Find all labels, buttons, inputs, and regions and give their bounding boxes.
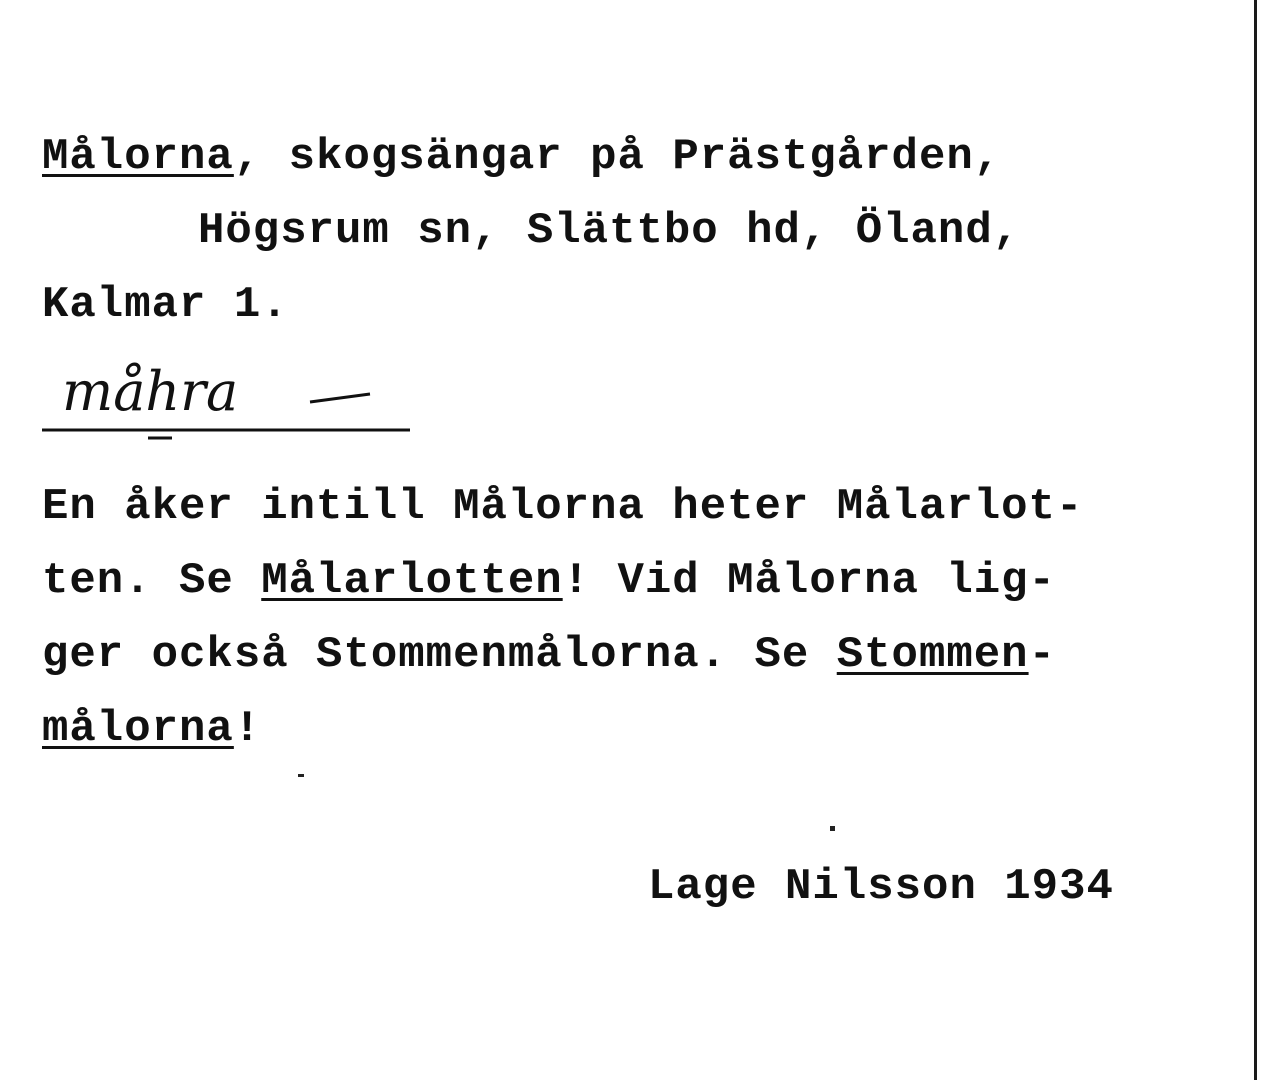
reference-malarlotten: Målarlotten	[261, 556, 563, 606]
body-line-3: ger också Stommenmålorna. Se Stommen-	[42, 630, 1056, 680]
header-line-1	[42, 132, 1001, 182]
place-description: , skogsängar på Prästgården,	[233, 132, 1002, 182]
speck	[298, 774, 304, 777]
pronunciation-handwritten	[40, 350, 420, 450]
header-line-2: Högsrum sn, Slättbo hd, Öland,	[198, 206, 1021, 256]
card-edge	[1254, 0, 1257, 1080]
reference-stommen: Stommen	[836, 630, 1029, 680]
body-line-2: ten. Se Målarlotten! Vid Målorna lig-	[42, 556, 1056, 606]
signature: Lage Nilsson 1934	[648, 862, 1114, 912]
speck	[830, 826, 835, 831]
pronunciation-text: måhra	[62, 360, 239, 423]
place-name: Målorna	[42, 132, 234, 182]
reference-malorna: målorna	[42, 704, 234, 754]
body-line-1: En åker intill Målorna heter Målarlot-	[42, 482, 1084, 532]
header-line-3: Kalmar 1.	[42, 280, 289, 330]
body-line-4: målorna!	[42, 704, 262, 754]
